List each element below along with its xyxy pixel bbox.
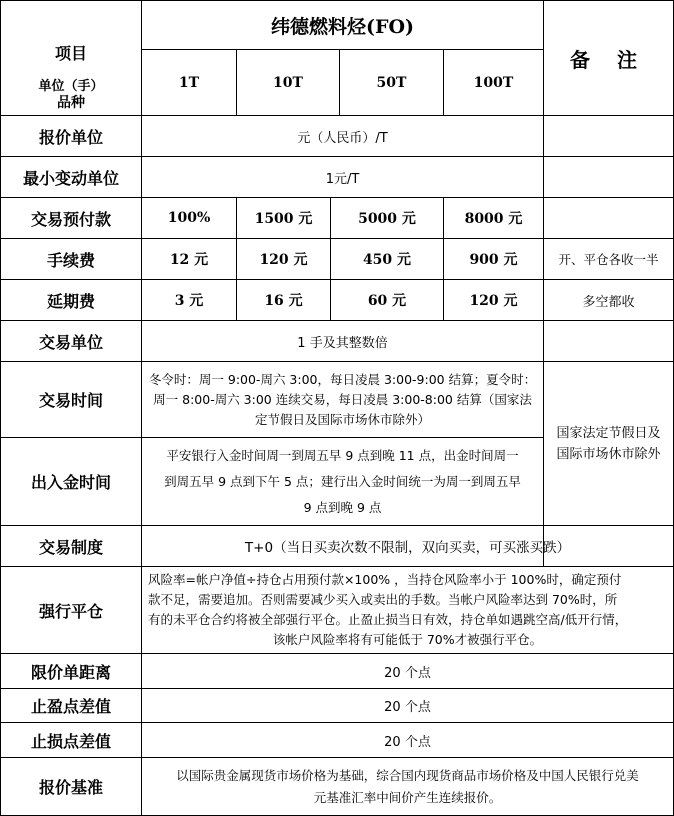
stop-loss-value: 20 个点	[384, 734, 431, 750]
trade-time-line: 定节假日及国际市场休市除外）	[254, 412, 430, 427]
margin-label: 交易预付款	[30, 209, 111, 229]
margin-50t: 5000 元	[358, 211, 416, 227]
overnight-label: 延期费	[46, 291, 95, 311]
unit-label: 单位（手）	[38, 78, 104, 94]
liquidation-line: 该帐户风险率将有可能低于 70%才被强行平仓。	[272, 632, 543, 647]
lot-100t: 100T	[473, 74, 514, 91]
funds-time-line: 9 点到晚 9 点	[303, 500, 382, 515]
fee-label: 手续费	[46, 250, 95, 270]
liquidation-label: 强行平仓	[38, 601, 103, 621]
holiday-remark-line: 国际市场休市除外	[556, 446, 661, 462]
funds-time-line: 到周五早 9 点到下午 5 点；建行出入金时间统一为周一到周五早	[164, 474, 521, 489]
trade-time-value	[142, 367, 543, 433]
item-label: 项目	[54, 43, 87, 63]
system-value: T+0（当日买卖次数不限制，双向买卖，可买涨买跌）	[244, 540, 571, 556]
fee-10t: 120 元	[259, 252, 308, 268]
funds-time-label: 出入金时间	[30, 473, 111, 492]
lot-10t: 10T	[273, 74, 303, 91]
overnight-1t: 3 元	[174, 293, 204, 309]
margin-100t: 8000 元	[464, 211, 523, 227]
min-tick-label: 最小变动单位	[22, 168, 119, 188]
overnight-10t: 16 元	[264, 293, 303, 309]
price-basis-line: 以国际贵金属现货市场价格为基础，综合国内现货商品市场价格及中国人民银行兑美	[176, 768, 639, 783]
limit-distance-label: 限价单距离	[30, 662, 111, 682]
lot-1t: 1T	[178, 74, 200, 91]
funds-time-line: 平安银行入金时间周一到周五早 9 点到晚 11 点，出金时间周一	[166, 448, 519, 463]
margin-1t: 100%	[167, 210, 211, 226]
holiday-remark	[544, 362, 673, 525]
stop-loss-label: 止损点差值	[30, 731, 111, 751]
fee-1t: 12 元	[169, 252, 209, 268]
fee-50t: 450 元	[362, 252, 412, 268]
trade-time-label: 交易时间	[38, 391, 103, 410]
fee-remark: 开、平仓各收一半	[558, 252, 659, 267]
quote-unit-value: 元（人民币）/T	[297, 130, 388, 146]
liquidation-line: 风险率=帐户净值÷持仓占用预付款×100% ，当持仓风险率小于 100%时，确定预付	[148, 572, 622, 587]
trade-time-line: 周一 8:00-周六 3:00 连续交易，每日凌晨 3:00-8:00 结算（国家法	[153, 392, 532, 407]
price-basis-line: 元基准汇率中间价产生连续报价。	[313, 790, 502, 805]
funds-time-value	[142, 442, 543, 522]
product-title: 纬德燃料烃(FO)	[270, 15, 415, 38]
limit-distance-value: 20 个点	[384, 665, 431, 681]
price-basis-value	[142, 760, 673, 814]
take-profit-value: 20 个点	[384, 700, 431, 715]
trade-unit-label: 交易单位	[38, 332, 103, 352]
min-tick-value: 1元/T	[325, 171, 360, 187]
overnight-100t: 120 元	[469, 293, 518, 309]
overnight-remark: 多空都收	[582, 294, 635, 310]
trade-unit-value: 1 手及其整数倍	[297, 335, 388, 351]
lot-50t: 50T	[376, 74, 407, 91]
margin-10t: 1500 元	[254, 211, 313, 227]
liquidation-line: 有的未平仓合约将被全部强行平仓。止盈止损当日有效，持仓单如遇跳空高/低开行情，	[148, 612, 628, 627]
quote-unit-label: 报价单位	[38, 127, 103, 147]
remarks-title: 备 注	[570, 47, 647, 72]
variety-label: 品种	[57, 95, 85, 111]
holiday-remark-line: 国家法定节假日及	[556, 425, 661, 441]
system-label: 交易制度	[38, 537, 103, 557]
fee-100t: 900 元	[469, 252, 518, 268]
liquidation-value	[142, 569, 673, 651]
trade-time-line: 冬令时：周一 9:00-周六 3:00，每日凌晨 3:00-9:00 结算；夏令时：	[148, 372, 537, 387]
price-basis-label: 报价基准	[38, 778, 103, 797]
overnight-50t: 60 元	[367, 293, 407, 309]
liquidation-line: 款不足，需要追加。否则需要减少买入或卖出的手数。当帐户风险率达到 70%时，所	[148, 592, 618, 607]
take-profit-label: 止盈点差值	[30, 697, 111, 716]
